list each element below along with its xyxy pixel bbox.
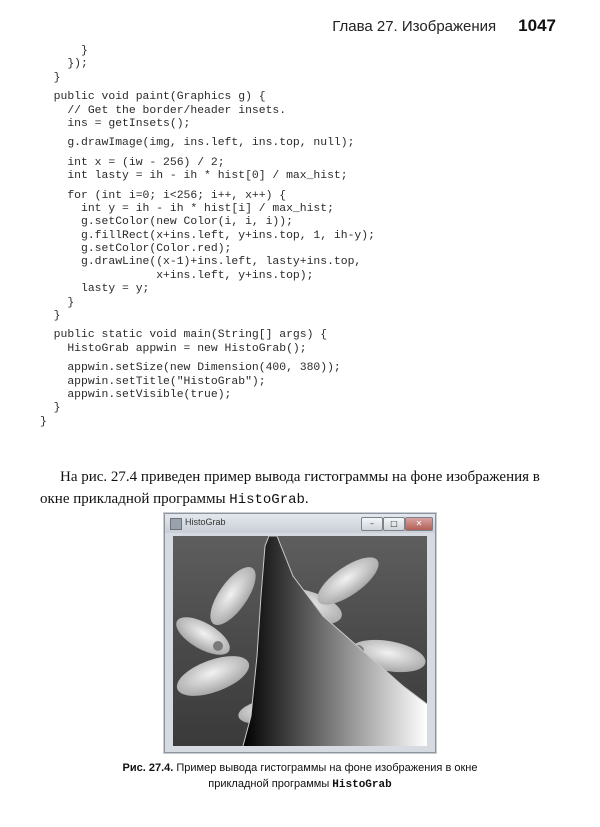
- code-line: ins = getInsets();: [40, 117, 191, 130]
- code-line: g.fillRect(x+ins.left, y+ins.top, 1, ih-y);: [40, 229, 375, 242]
- code-line: g.setColor(new Color(i, i, i));: [40, 216, 293, 229]
- maximize-button[interactable]: □: [383, 517, 405, 531]
- histograb-window: [164, 513, 436, 753]
- code-line: }: [40, 415, 47, 428]
- figure-code-term: HistoGrab: [332, 779, 392, 791]
- body-paragraph: [40, 466, 565, 511]
- code-line: }: [40, 45, 88, 57]
- code-line: appwin.setSize(new Dimension(400, 380));: [40, 362, 341, 375]
- code-line: g.drawImage(img, ins.left, ins.top, null);: [40, 137, 355, 150]
- code-line: lasty = y;: [40, 283, 150, 296]
- window-title: HistoGrab: [185, 517, 226, 527]
- window-titlebar[interactable]: [165, 514, 435, 533]
- code-line: g.setColor(Color.red);: [40, 243, 232, 256]
- code-line: HistoGrab appwin = new HistoGrab();: [40, 342, 307, 355]
- page-header: [332, 16, 556, 40]
- code-line: }: [40, 71, 61, 84]
- image-canvas: [173, 536, 427, 746]
- figure-caption-text: Пример вывода гистограммы на фоне изображения в окне прикладной программы: [173, 762, 478, 790]
- code-line: appwin.setTitle("HistoGrab");: [40, 375, 266, 388]
- chapter-title: Глава 27. Изображения: [332, 18, 497, 35]
- code-line: appwin.setVisible(true);: [40, 388, 232, 401]
- code-line: int lasty = ih - ih * hist[0] / max_hist;: [40, 170, 348, 183]
- paragraph-text: На рис. 27.4 приведен пример вывода гистограммы на фоне изображения в окне прикладной программы: [40, 469, 540, 507]
- close-button[interactable]: ✕: [405, 517, 433, 531]
- code-line: }: [40, 402, 61, 415]
- code-line: }: [40, 310, 61, 323]
- code-line: x+ins.left, y+ins.top);: [40, 269, 314, 282]
- code-line: // Get the border/header insets.: [40, 104, 287, 117]
- page-number: 1047: [518, 16, 556, 35]
- code-line: }: [40, 296, 75, 309]
- code-line: for (int i=0; i<256; i++, x++) {: [40, 189, 287, 202]
- app-icon: [170, 518, 182, 530]
- code-listing: [40, 45, 375, 429]
- code-line: public void paint(Graphics g) {: [40, 91, 266, 104]
- code-line: });: [40, 58, 88, 71]
- histogram-over-photo: [173, 536, 427, 746]
- figure-caption: [100, 760, 500, 793]
- code-line: public static void main(String[] args) {: [40, 329, 328, 342]
- minimize-button[interactable]: –: [361, 517, 383, 531]
- code-line: int y = ih - ih * hist[i] / max_hist;: [40, 202, 334, 215]
- paragraph-period: .: [304, 491, 309, 507]
- code-line: int x = (iw - 256) / 2;: [40, 156, 225, 169]
- paragraph-code-term: HistoGrab: [229, 492, 305, 508]
- code-line: g.drawLine((x-1)+ins.left, lasty+ins.top,: [40, 256, 362, 269]
- figure-label: Рис. 27.4.: [122, 762, 174, 774]
